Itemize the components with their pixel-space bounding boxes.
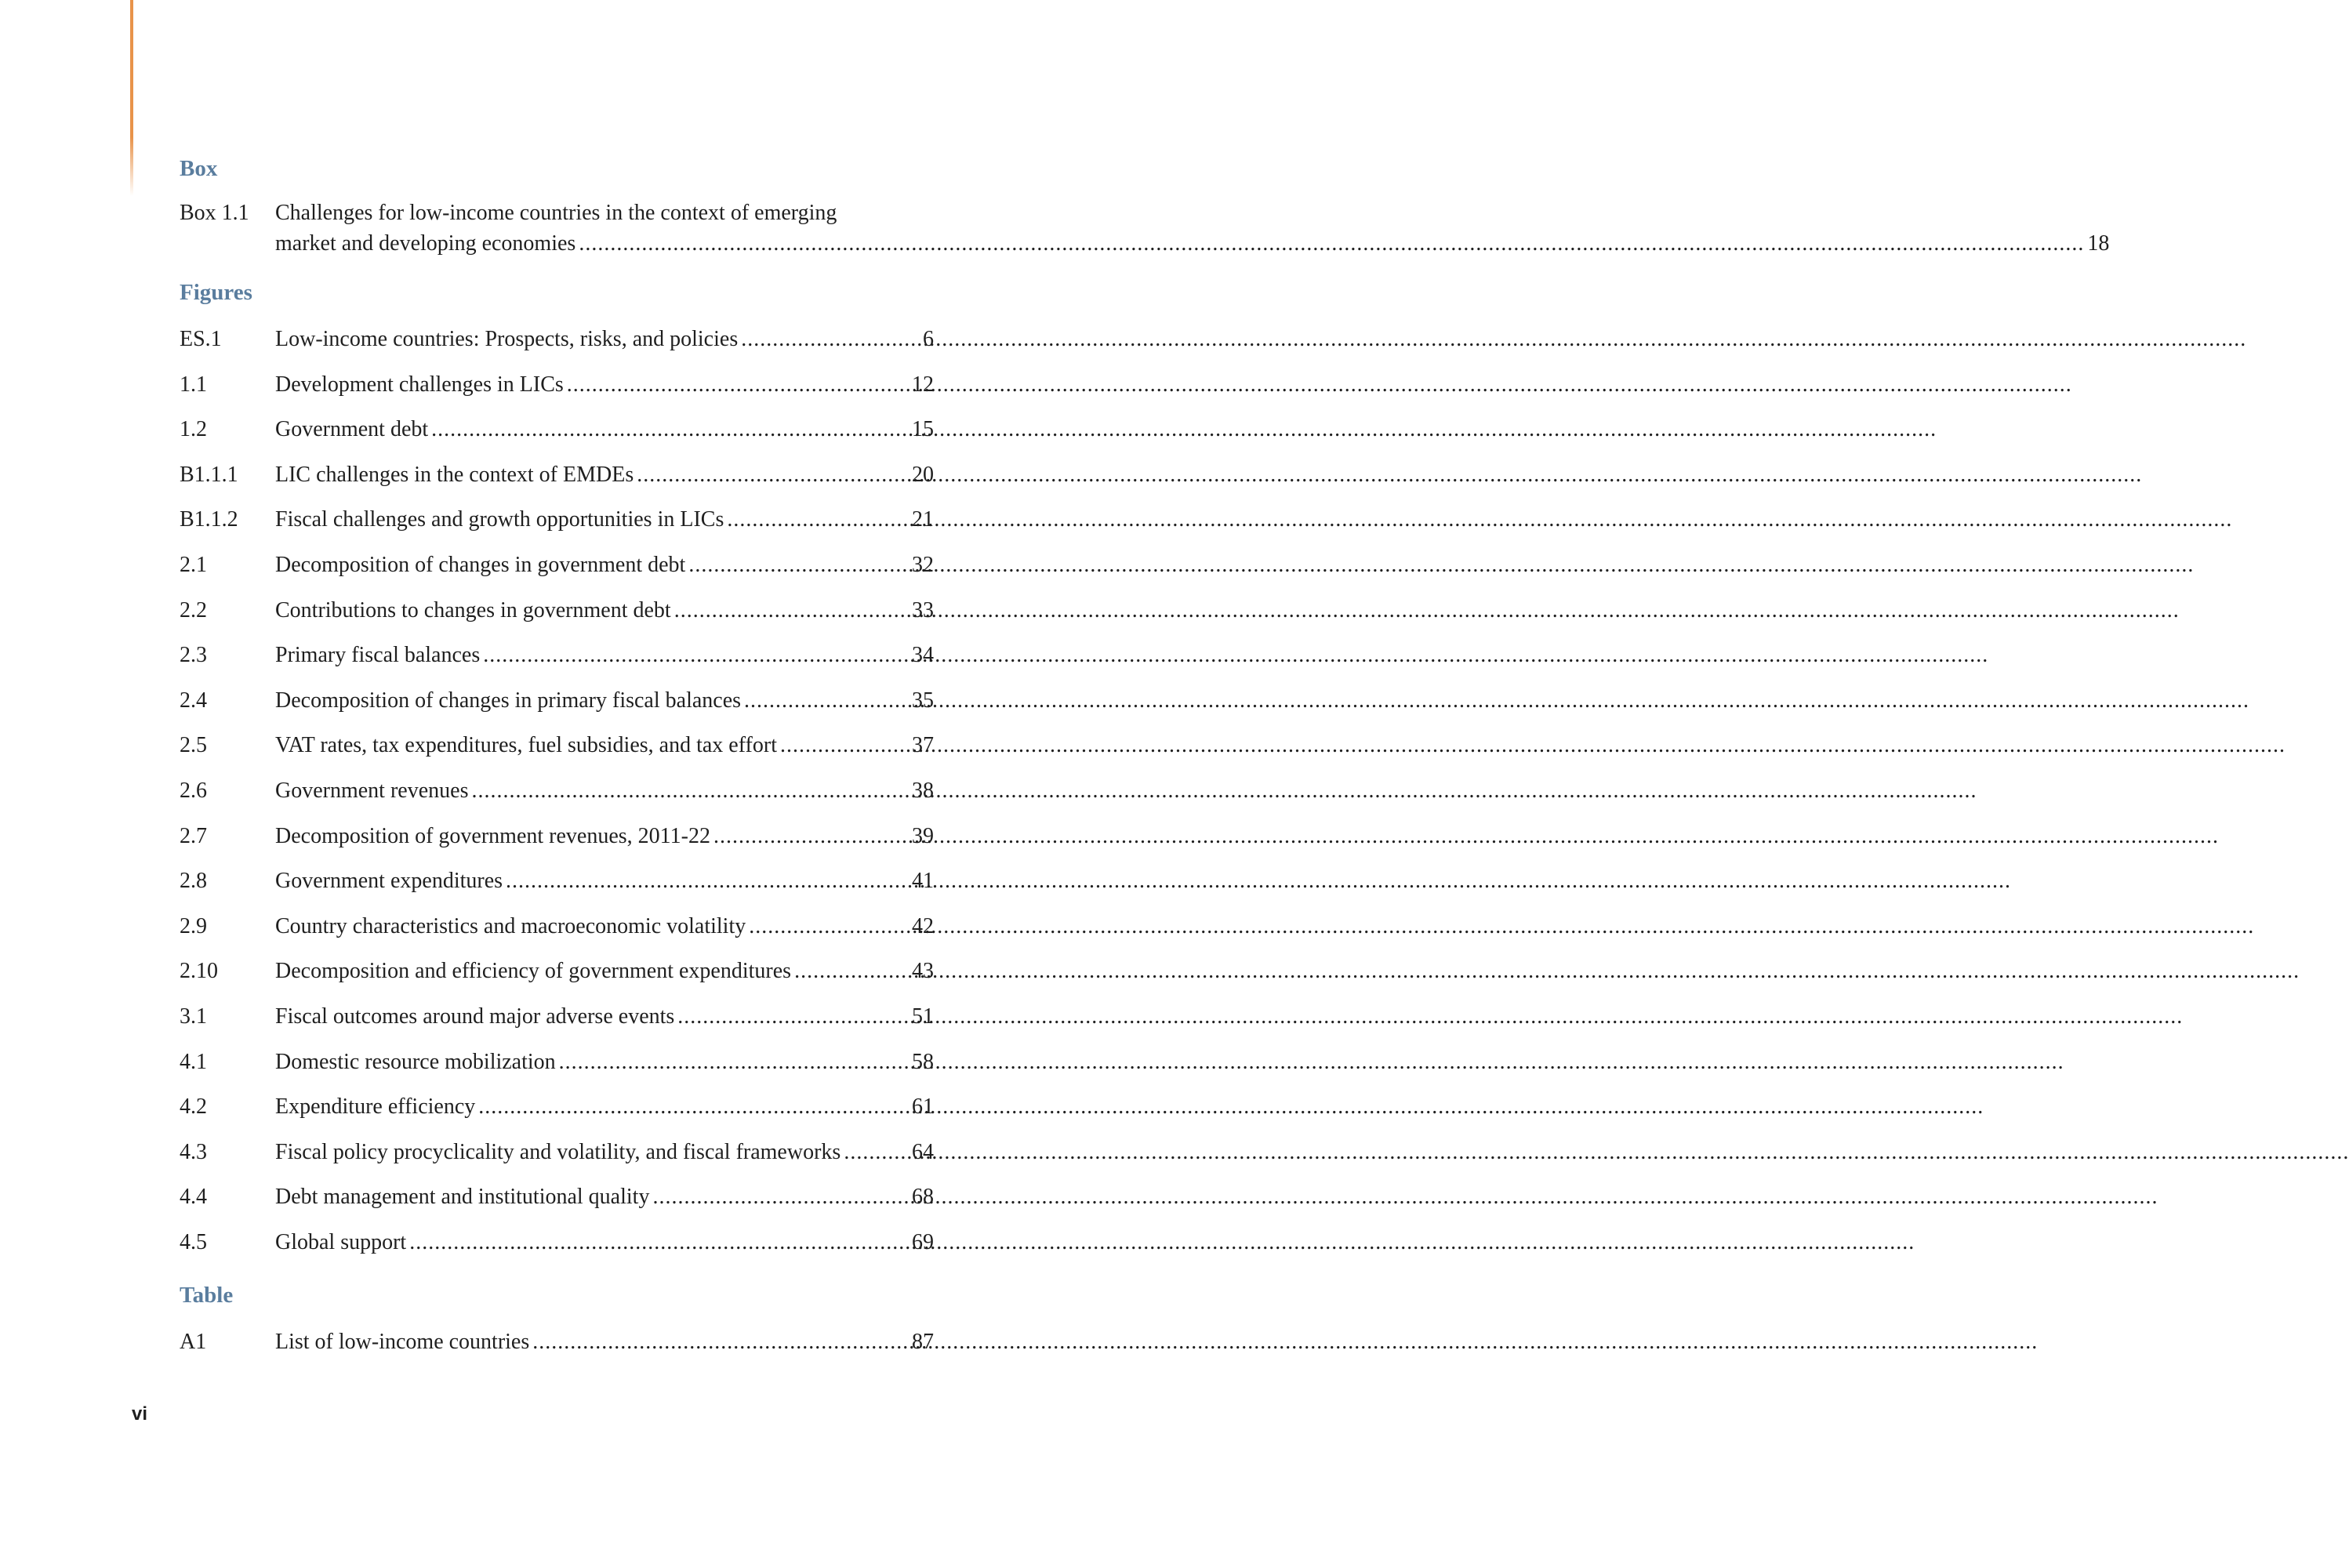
- figure-title-wrap: [275, 768, 912, 814]
- figure-title: VAT rates, tax expenditures, fuel subsidies, and tax effort: [275, 733, 777, 758]
- dot-leader: [749, 904, 2254, 949]
- figure-number: 2.7: [180, 823, 207, 848]
- figure-number: 1.1: [180, 372, 207, 397]
- figure-title-wrap: [275, 1130, 912, 1175]
- figure-page: 37: [912, 733, 934, 758]
- dot-leader: [431, 407, 1937, 452]
- figure-title: Fiscal policy procyclicality and volatility, and fiscal frameworks: [275, 1139, 841, 1164]
- figures-heading: Figures: [180, 280, 252, 305]
- box-entry[interactable]: [180, 198, 2110, 259]
- figure-title: Low-income countries: Prospects, risks, and policies: [275, 327, 739, 351]
- figure-title: Country characteristics and macroeconomic volatility: [275, 913, 746, 938]
- figure-number: 2.4: [180, 688, 207, 713]
- dot-leader: [677, 994, 2183, 1040]
- figure-entry[interactable]: [180, 1130, 934, 1175]
- figure-entry[interactable]: [180, 994, 934, 1040]
- figure-number: 2.2: [180, 597, 207, 622]
- figure-number: 2.10: [180, 959, 218, 984]
- figures-list: [180, 317, 934, 1265]
- figure-page: 33: [912, 597, 934, 622]
- figure-number: 4.2: [180, 1094, 207, 1120]
- figure-title-wrap: [275, 1084, 912, 1130]
- figure-entry[interactable]: [180, 317, 934, 362]
- figure-page: 15: [912, 417, 934, 442]
- figure-title-wrap: [275, 1040, 912, 1085]
- figure-title-wrap: [275, 362, 912, 408]
- figure-page: 38: [912, 778, 934, 803]
- table-page: 87: [912, 1330, 934, 1355]
- figure-page: 20: [912, 462, 934, 487]
- figure-page: 12: [912, 372, 934, 397]
- dot-leader: [674, 588, 2180, 633]
- figure-entry[interactable]: [180, 362, 934, 408]
- figure-entry[interactable]: [180, 723, 934, 768]
- figure-entry[interactable]: [180, 497, 934, 543]
- box-page: 18: [2087, 231, 2110, 256]
- figure-page: 21: [912, 507, 934, 532]
- figure-number: 2.8: [180, 869, 207, 894]
- figure-entry[interactable]: [180, 814, 934, 859]
- table-of-contents: [180, 151, 2110, 1365]
- figure-title: Decomposition of changes in government debt: [275, 552, 686, 577]
- dot-leader: [741, 317, 2246, 362]
- figure-title-wrap: [275, 814, 912, 859]
- dot-leader: [713, 814, 2219, 859]
- figure-page: 58: [912, 1049, 934, 1074]
- figure-title-wrap: [275, 904, 912, 949]
- dot-leader: [409, 1220, 1915, 1265]
- figure-entry[interactable]: [180, 543, 934, 588]
- figure-title-wrap: [275, 543, 912, 588]
- figure-title-wrap: [275, 317, 923, 362]
- figure-number: 2.6: [180, 778, 207, 803]
- figure-page: 41: [912, 869, 934, 894]
- box-title-line2: market and developing economies: [275, 231, 576, 256]
- figure-title: Fiscal challenges and growth opportunities in LICs: [275, 507, 724, 532]
- table-title: List of low-income countries: [275, 1330, 530, 1355]
- figure-entry[interactable]: [180, 1040, 934, 1085]
- figure-number: 4.4: [180, 1185, 207, 1210]
- figure-number: 4.5: [180, 1229, 207, 1254]
- figure-title: Development challenges in LICs: [275, 372, 564, 397]
- figure-page: 43: [912, 959, 934, 984]
- dot-leader: [483, 633, 1988, 678]
- figure-title: Government debt: [275, 417, 429, 442]
- dot-leader: [844, 1130, 2349, 1175]
- figure-title: Global support: [275, 1229, 407, 1254]
- figure-title: Fiscal outcomes around major adverse events: [275, 1004, 675, 1029]
- dot-leader: [506, 858, 2011, 904]
- box-number: Box 1.1: [180, 201, 249, 225]
- figure-page: 34: [912, 643, 934, 668]
- table-title-wrap: [275, 1319, 912, 1365]
- figure-title: LIC challenges in the context of EMDEs: [275, 462, 634, 487]
- figure-entry[interactable]: [180, 1220, 934, 1265]
- figure-title: Decomposition and efficiency of government expenditures: [275, 959, 792, 984]
- figure-entry[interactable]: [180, 452, 934, 498]
- accent-bar: [130, 0, 133, 196]
- figure-title-wrap: [275, 633, 912, 678]
- page-folio: vi: [132, 1403, 148, 1425]
- figure-number: 2.9: [180, 913, 207, 938]
- figure-number: ES.1: [180, 327, 222, 351]
- table-list: [180, 1319, 934, 1365]
- figure-entry[interactable]: [180, 768, 934, 814]
- figure-title-wrap: [275, 407, 912, 452]
- figure-title-wrap: [275, 1220, 912, 1265]
- figure-page: 32: [912, 552, 934, 577]
- figure-number: B1.1.1: [180, 462, 238, 487]
- figure-page: 68: [912, 1185, 934, 1210]
- dot-leader: [478, 1084, 1984, 1130]
- figure-number: 4.3: [180, 1139, 207, 1164]
- figure-title-wrap: [275, 949, 912, 994]
- figure-title: Expenditure efficiency: [275, 1094, 476, 1120]
- figure-title: Contributions to changes in government debt: [275, 597, 671, 622]
- figure-title-wrap: [275, 497, 912, 543]
- figure-number: 2.3: [180, 643, 207, 668]
- figure-title-wrap: [275, 994, 912, 1040]
- figure-title: Decomposition of government revenues, 2011-22: [275, 823, 710, 848]
- box-title-line1: Challenges for low-income countries in the context of emerging: [275, 201, 837, 225]
- figure-title: Domestic resource mobilization: [275, 1049, 556, 1074]
- figure-number: B1.1.2: [180, 507, 238, 532]
- figure-entry[interactable]: [180, 949, 934, 994]
- dot-leader: [637, 452, 2142, 498]
- dot-leader: [559, 1040, 2064, 1085]
- dot-leader: [567, 362, 2072, 408]
- dot-leader: [780, 723, 2285, 768]
- figure-title: Government revenues: [275, 778, 469, 803]
- box-heading: Box: [180, 156, 218, 181]
- figure-page: 35: [912, 688, 934, 713]
- dot-leader: [794, 949, 2300, 994]
- dot-leader: [727, 497, 2232, 543]
- table-number: A1: [180, 1330, 207, 1355]
- figure-title: Debt management and institutional quality: [275, 1185, 650, 1210]
- dot-leader: [579, 228, 2084, 259]
- figure-title: Primary fiscal balances: [275, 643, 481, 668]
- figure-entry[interactable]: [180, 588, 934, 633]
- figure-page: 42: [912, 913, 934, 938]
- figure-title-wrap: [275, 858, 912, 904]
- dot-leader: [744, 678, 2249, 724]
- table-heading: Table: [180, 1283, 234, 1308]
- figure-page: 61: [912, 1094, 934, 1120]
- figure-entry[interactable]: [180, 858, 934, 904]
- dot-leader: [532, 1319, 2038, 1365]
- figure-page: 6: [923, 327, 934, 351]
- figure-title-wrap: [275, 1174, 912, 1220]
- figure-page: 64: [912, 1139, 934, 1164]
- figure-entry[interactable]: [180, 904, 934, 949]
- dot-leader: [471, 768, 1977, 814]
- figure-entry[interactable]: [180, 407, 934, 452]
- figure-number: 3.1: [180, 1004, 207, 1029]
- figure-number: 2.5: [180, 733, 207, 758]
- dot-leader: [652, 1174, 2158, 1220]
- figure-page: 39: [912, 823, 934, 848]
- figure-entry[interactable]: [180, 1174, 934, 1220]
- figure-title-wrap: [275, 678, 912, 724]
- figure-number: 4.1: [180, 1049, 207, 1074]
- figure-title-wrap: [275, 588, 912, 633]
- figure-entry[interactable]: [180, 633, 934, 678]
- figure-title-wrap: [275, 452, 912, 498]
- figure-title-wrap: [275, 723, 912, 768]
- figure-page: 69: [912, 1229, 934, 1254]
- table-entry[interactable]: [180, 1319, 934, 1365]
- figure-entry[interactable]: [180, 1084, 934, 1130]
- figure-page: 51: [912, 1004, 934, 1029]
- figure-title: Decomposition of changes in primary fiscal balances: [275, 688, 742, 713]
- figure-title: Government expenditures: [275, 869, 503, 894]
- figure-entry[interactable]: [180, 678, 934, 724]
- figure-number: 1.2: [180, 417, 207, 442]
- figure-number: 2.1: [180, 552, 207, 577]
